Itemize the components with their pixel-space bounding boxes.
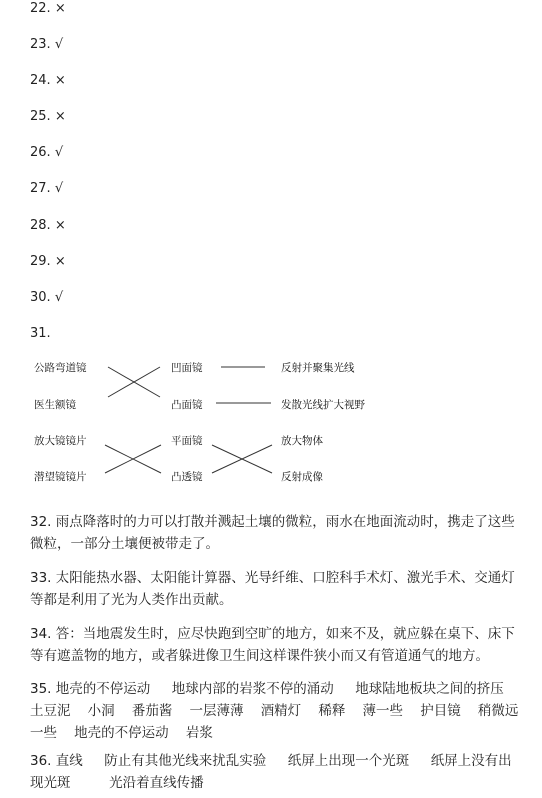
- match2-right-1: 放大物体: [281, 435, 323, 447]
- q35-item: 地壳的不停运动: [74, 725, 169, 741]
- answer-mark: ×: [54, 73, 66, 88]
- answer-number: 24.: [30, 73, 51, 88]
- q35-item: 岩浆: [185, 725, 213, 741]
- answer-number: 25.: [30, 109, 51, 124]
- answer-number: 22.: [30, 1, 51, 16]
- q31-number: 31.: [30, 326, 51, 341]
- answer-number: 26.: [30, 145, 51, 160]
- answer-mark: √: [54, 37, 64, 52]
- match2-right-2: 反射成像: [281, 471, 323, 483]
- answer-mark: ×: [54, 254, 66, 269]
- q35-item: 小洞: [87, 703, 115, 719]
- answer-mark: ×: [54, 109, 66, 124]
- q36-item: 纸屏上没有出现光斑: [30, 753, 512, 791]
- q35-item: 薄一些: [362, 703, 404, 719]
- q36-answer: [30, 750, 520, 794]
- q35-item: 稀释: [318, 703, 346, 719]
- answer-number: 28.: [30, 218, 51, 233]
- q35-item: 番茄酱: [131, 703, 173, 719]
- q35-item: 土豆泥: [30, 703, 71, 719]
- answer-number: 23.: [30, 37, 51, 52]
- answer-mark: √: [54, 290, 64, 305]
- answer-mark: √: [54, 181, 64, 196]
- match2-mid-1: 平面镜: [171, 435, 203, 447]
- q32-answer: 32. 雨点降落时的力可以打散并溅起土壤的微粒，雨水在地面流动时，携走了这些微粒，一部分土壤便被带走了。: [30, 514, 515, 552]
- answer-number: 29.: [30, 254, 51, 269]
- q35-item: 地壳的不停运动: [55, 681, 151, 697]
- answer-mark: ×: [54, 218, 66, 233]
- q36-item: 纸屏上出现一个光斑: [287, 753, 410, 769]
- match1-right-1: 反射并聚集光线: [281, 362, 355, 374]
- q35-item: 地球内部的岩浆不停的涌动: [171, 681, 334, 697]
- q36-item: 直线: [55, 753, 83, 769]
- match2-left-2: 潜望镜镜片: [34, 471, 87, 483]
- q36-item: 防止有其他光线来扰乱实验: [104, 753, 267, 769]
- q36-item: 光沿着直线传播: [109, 775, 204, 791]
- match2-left-1: 放大镜镜片: [34, 435, 87, 447]
- q35-item: 护目镜: [420, 703, 461, 719]
- answer-mark: √: [54, 145, 64, 160]
- q36-number: 36.: [30, 753, 52, 769]
- match1-mid-2: 凸面镜: [171, 399, 203, 411]
- q33-answer: 33. 太阳能热水器、太阳能计算器、光导纤维、口腔科手术灯、激光手术、交通灯等都是利用了光为人类作出贡献。: [30, 570, 515, 608]
- q35-answer: [30, 678, 520, 744]
- match1-right-2: 发散光线扩大视野: [281, 399, 365, 411]
- q35-number: 35.: [30, 681, 52, 697]
- q35-item: 稍微远一些: [30, 703, 519, 741]
- q34-answer: 34. 答：当地震发生时，应尽快跑到空旷的地方，如来不及，就应躲在桌下、床下等有遮盖物的地方，或者躲进像卫生间这样课件狭小而又有管道通气的地方。: [30, 626, 515, 664]
- match1-left-1: 公路弯道镜: [34, 362, 87, 374]
- answer-number: 27.: [30, 181, 51, 196]
- match1-mid-1: 凹面镜: [171, 362, 203, 374]
- answer-mark: ×: [54, 1, 66, 16]
- match2-mid-2: 凸透镜: [171, 471, 203, 483]
- match1-left-2: 医生额镜: [34, 399, 76, 411]
- q35-item: 一层薄薄: [189, 703, 244, 719]
- answer-number: 30.: [30, 290, 51, 305]
- q35-item: 地球陆地板块之间的挤压: [355, 681, 504, 697]
- q35-item: 酒精灯: [260, 703, 302, 719]
